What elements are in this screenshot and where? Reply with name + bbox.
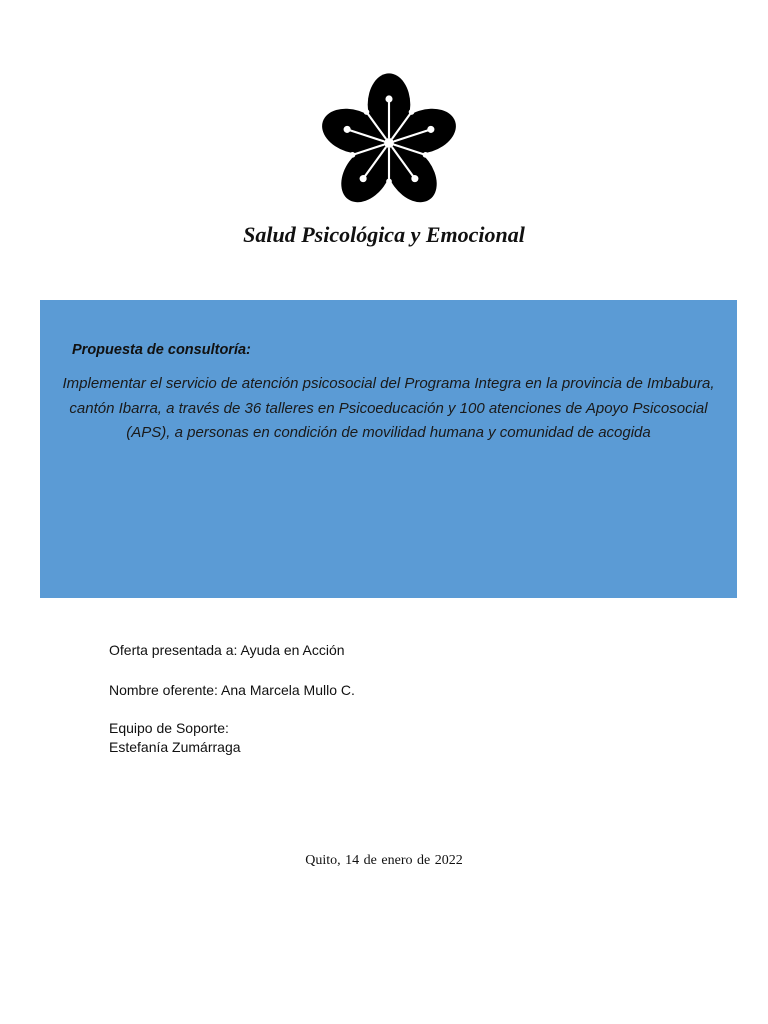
proposal-label-text: Propuesta de consultoría <box>72 342 247 358</box>
support-team-label: Equipo de Soporte: <box>109 720 229 736</box>
place-date: Quito, 14 de enero de 2022 <box>305 853 463 868</box>
support-team-member: Estefanía Zumárraga <box>109 739 241 755</box>
flower-logo-icon <box>318 72 460 214</box>
offer-text: Oferta presentada a: Ayuda en Acción <box>109 642 345 658</box>
proposal-text: Implementar el servicio de atención psicosocial del Programa Integra en la provincia de Imbabura, cantón Ibarra, a través de 36 talleres en Psicoeducación y 100 atenciones de Apoyo Psicosocial (APS), a personas en condición de movilidad humana y comunidad de acogida <box>62 375 715 441</box>
document-title: Salud Psicológica y Emocional <box>243 222 525 247</box>
proposal-label-suffix: : <box>246 342 251 358</box>
proposal-label <box>72 342 251 358</box>
offer-line <box>109 641 345 660</box>
proposal-box <box>40 300 737 598</box>
bidder-line <box>109 681 355 700</box>
support-team <box>109 719 241 757</box>
bidder-text: Nombre oferente: Ana Marcela Mullo C. <box>109 682 355 698</box>
